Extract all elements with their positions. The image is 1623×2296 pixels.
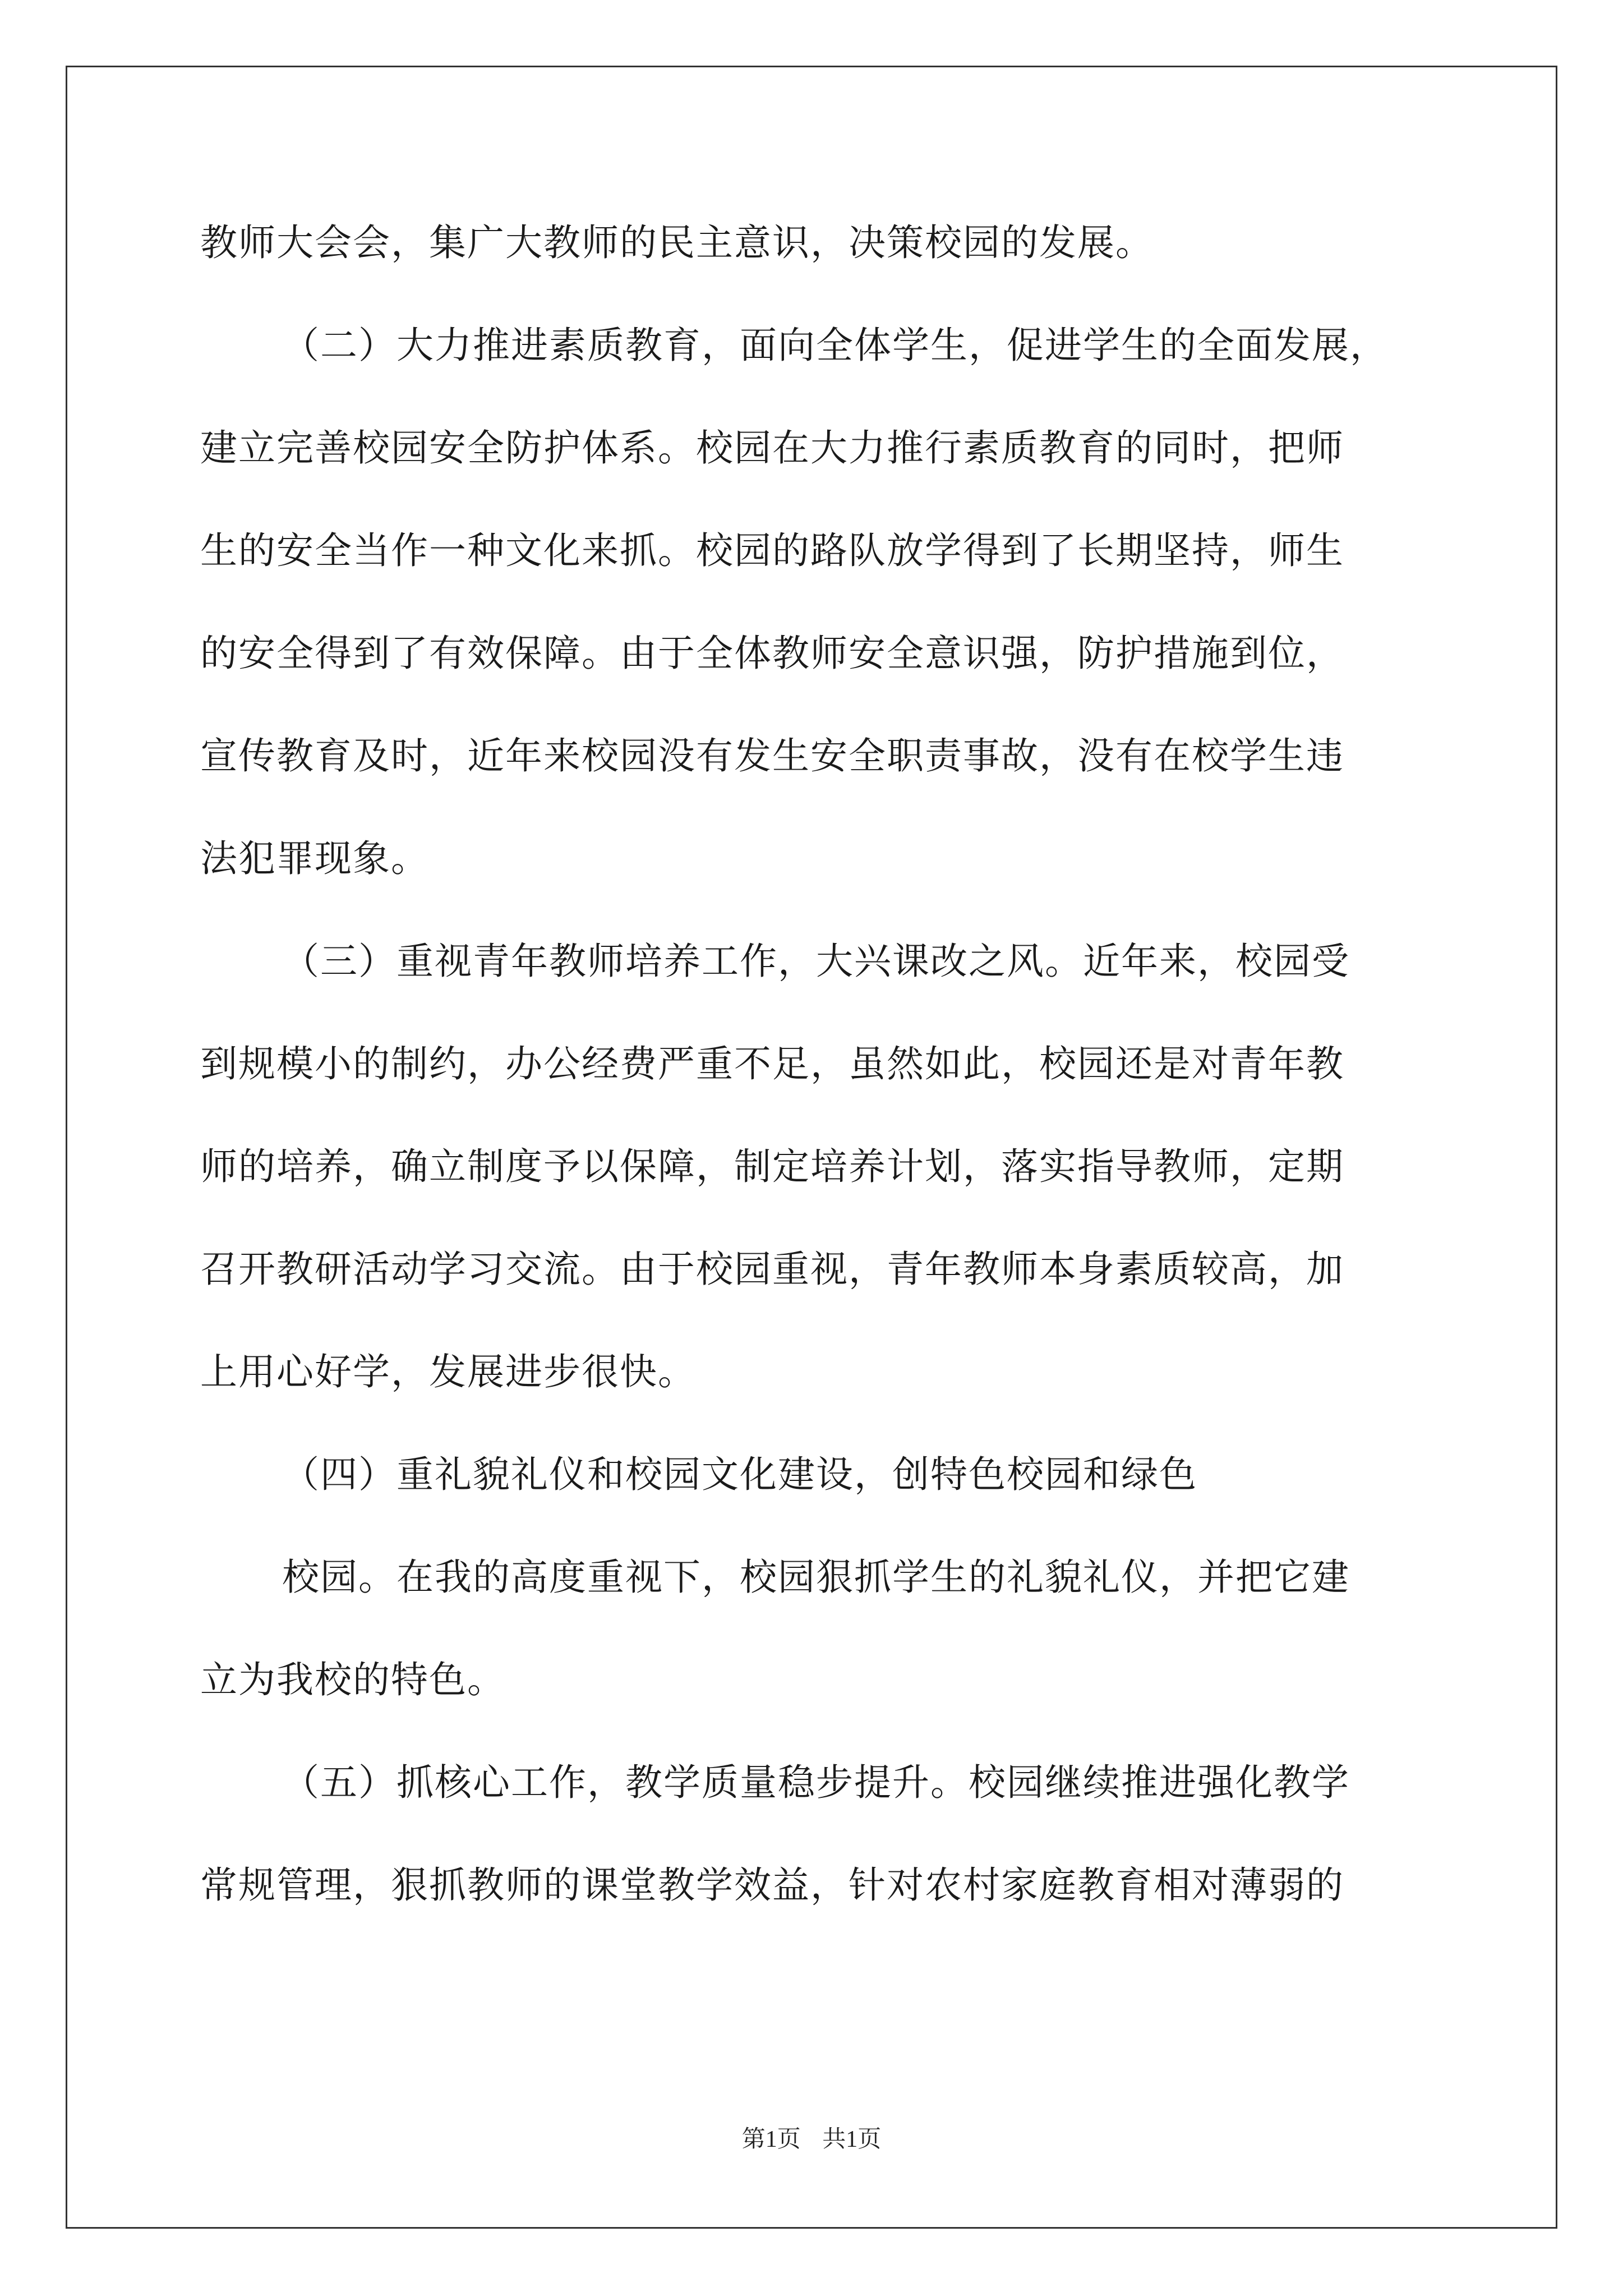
document-body	[200, 218, 1428, 1963]
text-line: 常规管理，狠抓教师的课堂教学效益，针对农村家庭教育相对薄弱的	[200, 1864, 1344, 1907]
text-line: （五）抓核心工作，教学质量稳步提升。校园继续推进强化教学	[282, 1761, 1350, 1804]
text-line: 教师大会会，集广大教师的民主意识，决策校园的发展。	[200, 221, 1154, 264]
text-line: 上用心好学，发展进步很快。	[200, 1350, 696, 1393]
text-line: 师的培养，确立制度予以保障，制定培养计划，落实指导教师，定期	[200, 1145, 1344, 1188]
page-total: 共1页	[822, 2127, 882, 2152]
page-footer	[0, 2120, 1623, 2154]
text-line: （二）大力推进素质教育，面向全体学生，促进学生的全面发展，	[282, 324, 1388, 367]
text-line: 校园。在我的高度重视下，校园狠抓学生的礼貌礼仪，并把它建	[282, 1556, 1350, 1599]
text-line: 宣传教育及时，近年来校园没有发生安全职责事故，没有在校学生违	[200, 734, 1344, 777]
text-line: 生的安全当作一种文化来抓。校园的路队放学得到了长期坚持，师生	[200, 529, 1344, 572]
text-line: 到规模小的制约，办公经费严重不足，虽然如此，校园还是对青年教	[200, 1042, 1344, 1085]
page-number: 第1页	[741, 2127, 801, 2152]
text-line: 法犯罪现象。	[200, 837, 429, 880]
text-line: 立为我校的特色。	[200, 1658, 505, 1701]
text-line: （三）重视青年教师培养工作，大兴课改之风。近年来，校园受	[282, 940, 1350, 983]
text-line: 的安全得到了有效保障。由于全体教师安全意识强，防护措施到位，	[200, 632, 1344, 675]
text-line: （四）重礼貌礼仪和校园文化建设，创特色校园和绿色	[282, 1453, 1197, 1496]
text-line: 建立完善校园安全防护体系。校园在大力推行素质教育的同时，把师	[200, 426, 1344, 470]
text-line: 召开教研活动学习交流。由于校园重视，青年教师本身素质较高，加	[200, 1248, 1344, 1291]
